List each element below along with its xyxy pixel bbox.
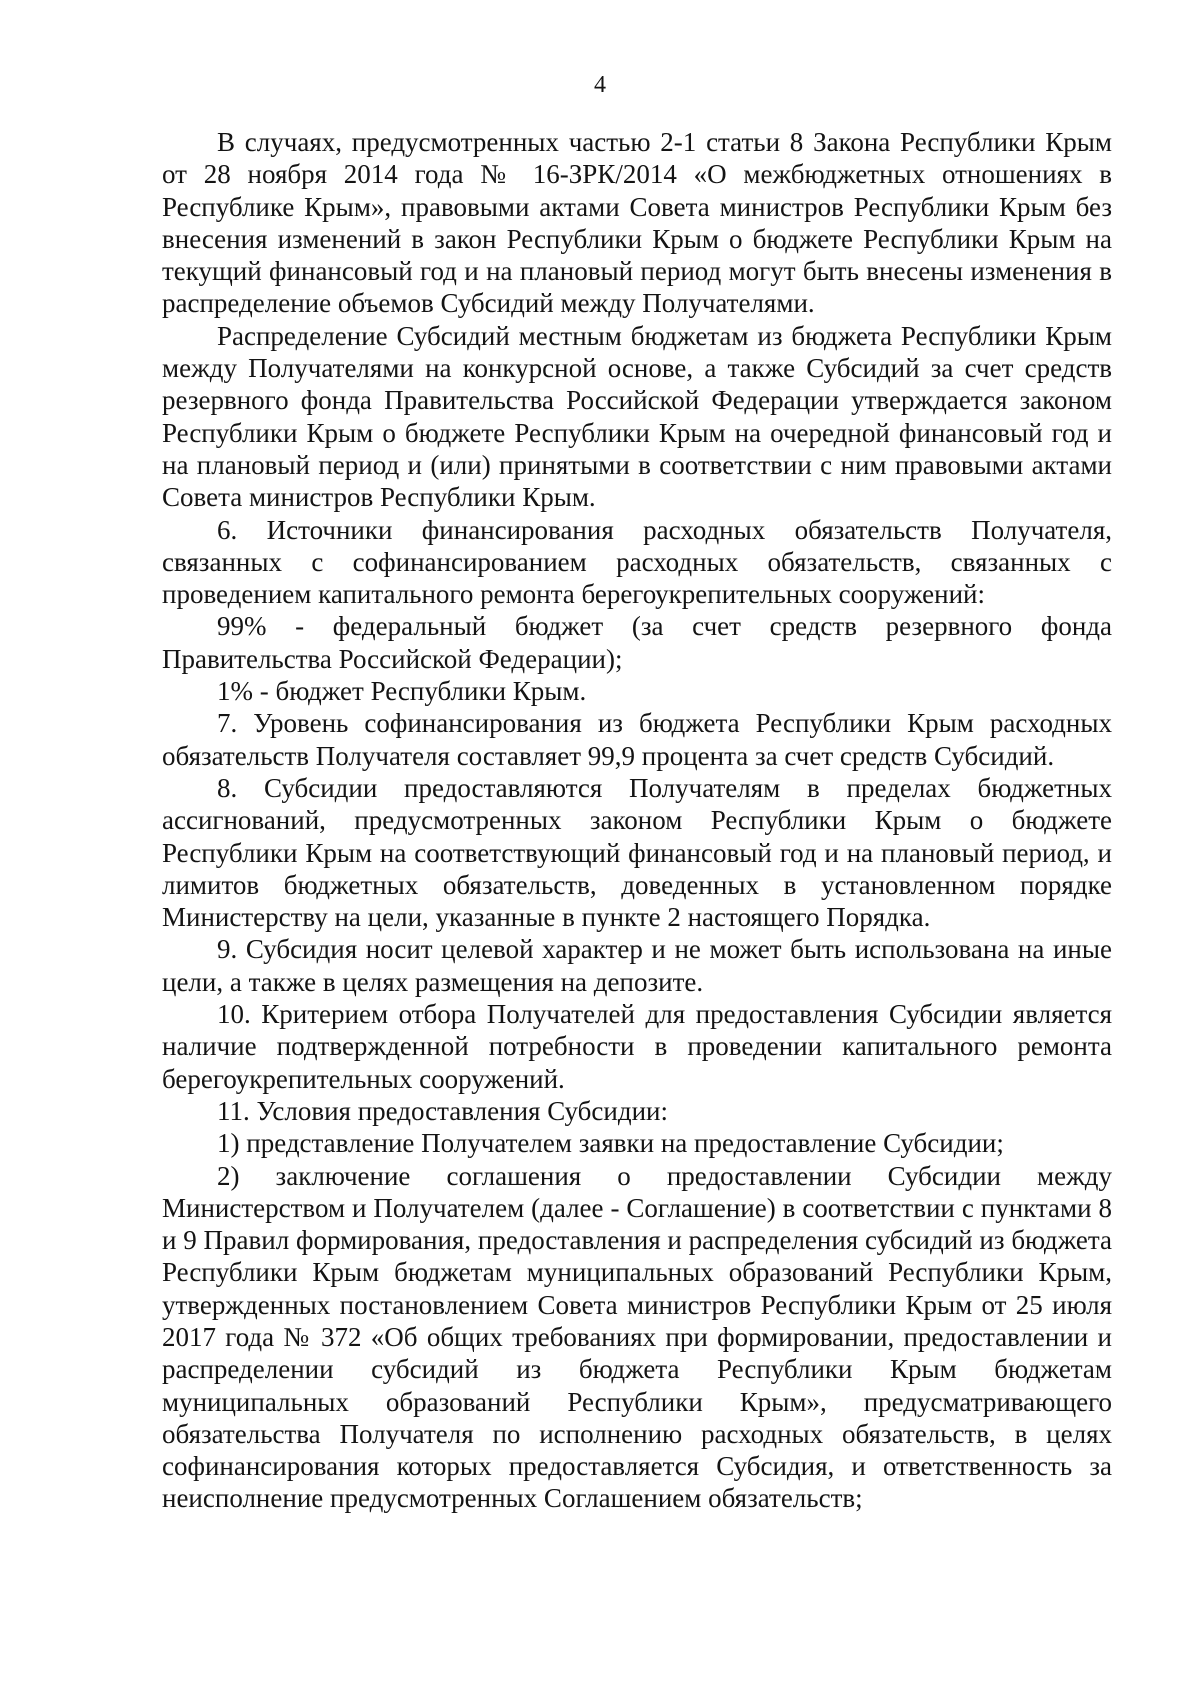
paragraph-condition-1-application: 1) представление Получателем заявки на предоставление Субсидии;: [217, 1128, 1004, 1159]
document-body: [162, 126, 1112, 1515]
paragraph-item-7-cofinancing-level: 7. Уровень софинансирования из бюджета Республики Крым расходных обязательств Получателя составляет 99,9 процента за счет средств Субсидий.: [162, 708, 1112, 771]
paragraph-item-6-funding-sources: 6. Источники финансирования расходных обязательств Получателя, связанных с софинансированием расходных обязательств, связанных с проведением капитального ремонта берегоукрепительных сооружений:: [162, 514, 1112, 610]
paragraph-item-11-conditions: 11. Условия предоставления Субсидии:: [217, 1095, 668, 1126]
page-number: 4: [594, 72, 606, 98]
paragraph-item-10-selection-criterion: 10. Критерием отбора Получателей для предоставления Субсидии является наличие подтвержденной потребности в проведении капитального ремонта берегоукрепительных сооружений.: [162, 999, 1112, 1094]
paragraph-item-9-target-use: 9. Субсидия носит целевой характер и не может быть использована на иные цели, а также в целях размещения на депозите.: [162, 934, 1112, 997]
paragraph-subsidy-distribution: Распределение Субсидий местным бюджетам из бюджета Республики Крым между Получателями на конкурсной основе, а также Субсидий за счет средств резервного фонда Правительства Российской Федерации утверждается законом Республики Крым о бюджете Республики Крым на очередной финансовый год и на плановый период и (или) принятыми в соответствии с ним правовыми актами Совета министров Республики Крым.: [162, 320, 1112, 513]
paragraph-condition-2-agreement: 2) заключение соглашения о предоставлении Субсидии между Министерством и Получателем (далее - Соглашение) в соответствии с пунктами 8 и 9 Правил формирования, предоставления и распределения субсидий из бюджета Республики Крым бюджетам муниципальных образований Республики Крым, утвержденных постановлением Совета министров Республики Крым от 25 июля 2017 года № 372 «Об общих требованиях при формировании, предоставлении и распределении субсидий из бюджета Республики Крым бюджетам муниципальных образований Республики Крым», предусматривающего обязательства Получателя по исполнению расходных обязательств, в целях софинансирования которых предоставляется Субсидия, и ответственность за неисполнение предусмотренных Соглашением обязательств;: [162, 1160, 1112, 1514]
paragraph-budget-changes: В случаях, предусмотренных частью 2-1 статьи 8 Закона Республики Крым от 28 ноября 2014 года № 16-ЗРК/2014 «О межбюджетных отношениях в Республике Крым», правовыми актами Совета министров Республики Крым без внесения изменений в закон Республики Крым о бюджете Республики Крым на текущий финансовый год и на плановый период могут быть внесены изменения в распределение объемов Субсидий между Получателями.: [162, 127, 1112, 319]
paragraph-federal-budget-share: 99% - федеральный бюджет (за счет средств резервного фонда Правительства Российской Федерации);: [162, 611, 1112, 674]
paragraph-item-8-subsidy-limits: 8. Субсидии предоставляются Получателям в пределах бюджетных ассигнований, предусмотренных законом Республики Крым о бюджете Республики Крым на соответствующий финансовый год и на плановый период, и лимитов бюджетных обязательств, доведенных в установленном порядке Министерству на цели, указанные в пункте 2 настоящего Порядка.: [162, 772, 1112, 933]
paragraph-republic-budget-share: 1% - бюджет Республики Крым.: [217, 676, 587, 707]
